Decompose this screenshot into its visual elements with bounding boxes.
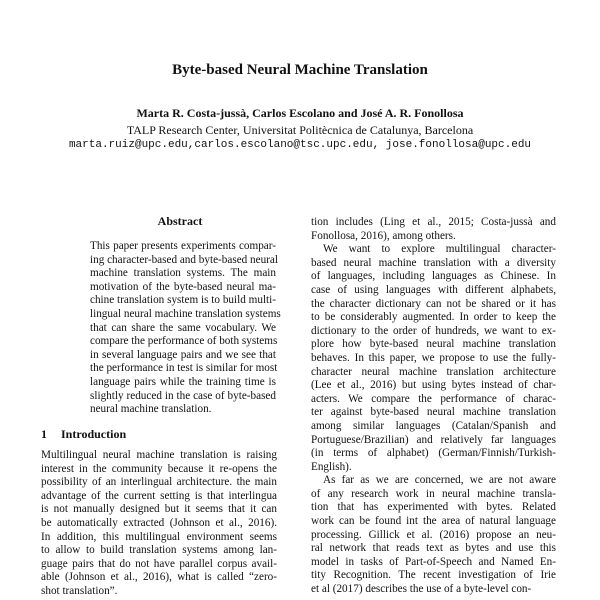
text-line: language pairs while the training time is [90, 375, 276, 388]
text-line: compare the performance of both systems [90, 335, 278, 348]
text-line: is not manually designed but it seems that it can [41, 503, 277, 516]
text-line: be automatically extracted (Johnson et al., 2016). [41, 516, 277, 529]
text-line: (in terms of alphabet) (German/Finnish/Turkish- [311, 447, 556, 460]
emails: marta.ruiz@upc.edu,carlos.escolano@tsc.upc.edu, jose.fonollosa@upc.edu [68, 139, 532, 151]
intro-heading [41, 427, 126, 442]
right-column-body [311, 216, 556, 597]
text-line: Multilingual neural machine translation is raising [41, 449, 277, 461]
text-line: case of using languages with different alphabets, [311, 283, 556, 296]
text-line: English). [311, 460, 352, 473]
text-line: acters. We compare the performance of charac- [311, 392, 556, 405]
intro-body [41, 449, 277, 599]
text-line: et al (2017) describes the use of a byte-level con- [311, 583, 532, 596]
text-line: guage pairs that do not have parallel corpus avail- [41, 557, 277, 570]
text-line: the character dictionary can not be shared or it has [311, 297, 556, 310]
text-line: in several language pairs and we see that [90, 348, 276, 361]
text-line: ing character-based and byte-based neural [90, 253, 279, 266]
text-line: tion includes (Ling et al., 2015; Costa-jussà and [311, 216, 556, 228]
text-line: the performance in test is similar for most [90, 362, 278, 375]
text-line: ral network that reads text as bytes and use this [311, 542, 556, 555]
text-line: tity Recognition. The recent investigation of Irie [311, 569, 556, 582]
text-line: neural machine translation. [90, 403, 212, 416]
text-line: shot translation”. [41, 584, 118, 597]
text-line: slightly reduced in the case of byte-based [90, 389, 276, 402]
text-line: advantage of the current setting is that interlingua [41, 489, 277, 502]
text-line: interest in the community because it re-opens the [41, 462, 277, 475]
text-line: Fonollosa, 2016), among others. [311, 229, 456, 242]
abstract-body [90, 240, 281, 417]
text-line: dictionary to the order of hundreds, we want to ex- [311, 324, 556, 337]
section-number: 1 [41, 427, 47, 441]
text-line: that can share the same vocabulary. We [90, 321, 276, 334]
text-line: In addition, this multilingual environment seems [41, 530, 277, 543]
text-line: plore how byte-based neural machine translation [311, 338, 556, 351]
text-line: of any research work in neural machine transla- [311, 487, 556, 500]
text-line: Portuguese/Brazilian) and relatively far languages [311, 433, 556, 446]
text-line: machine translation systems. The main [90, 267, 276, 280]
text-line: to be considerably augmented. In order to keep the [311, 311, 556, 324]
text-line: able (Johnson et al., 2016), what is called “zero- [41, 571, 277, 584]
text-line: of languages, including languages as Chinese. In [311, 270, 556, 283]
text-line: character neural machine translation architecture [311, 365, 556, 378]
affiliation: TALP Research Center, Universitat Politècnica de Catalunya, Barcelona [126, 123, 474, 137]
text-line: work can be found int the area of natural language [311, 515, 556, 528]
text-line: tion that has experimented with bytes. Related [311, 501, 556, 514]
authors: Marta R. Costa-jussà, Carlos Escolano and José A. R. Fonollosa [136, 106, 464, 120]
text-line: based neural machine translation with a diversity [311, 256, 556, 269]
text-line: We want to explore multilingual character- [323, 243, 556, 256]
text-line: ter against byte-based neural machine translation [311, 406, 556, 419]
text-line: behaves. In this paper, we propose to use the fully- [311, 351, 556, 364]
text-line: among similar languages (Catalan/Spanish and [311, 419, 556, 432]
text-line: motivation of the byte-based neural ma- [90, 280, 276, 293]
text-line: (Lee et al., 2016) but using bytes instead of char- [311, 379, 556, 392]
text-line: model in tasks of Part-of-Speech and Named En- [311, 555, 556, 568]
text-line: processing. Gillick et al. (2016) propose an neu- [311, 528, 556, 541]
section-title: Introduction [61, 427, 127, 441]
text-line: lingual neural machine translation systems [90, 307, 281, 320]
abstract-heading: Abstract [157, 214, 203, 228]
text-line: This paper presents experiments compar- [90, 240, 276, 252]
text-line: As far as we are concerned, we are not aware [323, 474, 556, 487]
paper-title: Byte-based Neural Machine Translation [172, 62, 428, 78]
text-line: to allow to build translation systems among lan- [41, 544, 277, 557]
text-line: possibility of an interlingual architecture. the main [41, 476, 277, 489]
text-line: chine translation system is to build multi- [90, 294, 276, 307]
